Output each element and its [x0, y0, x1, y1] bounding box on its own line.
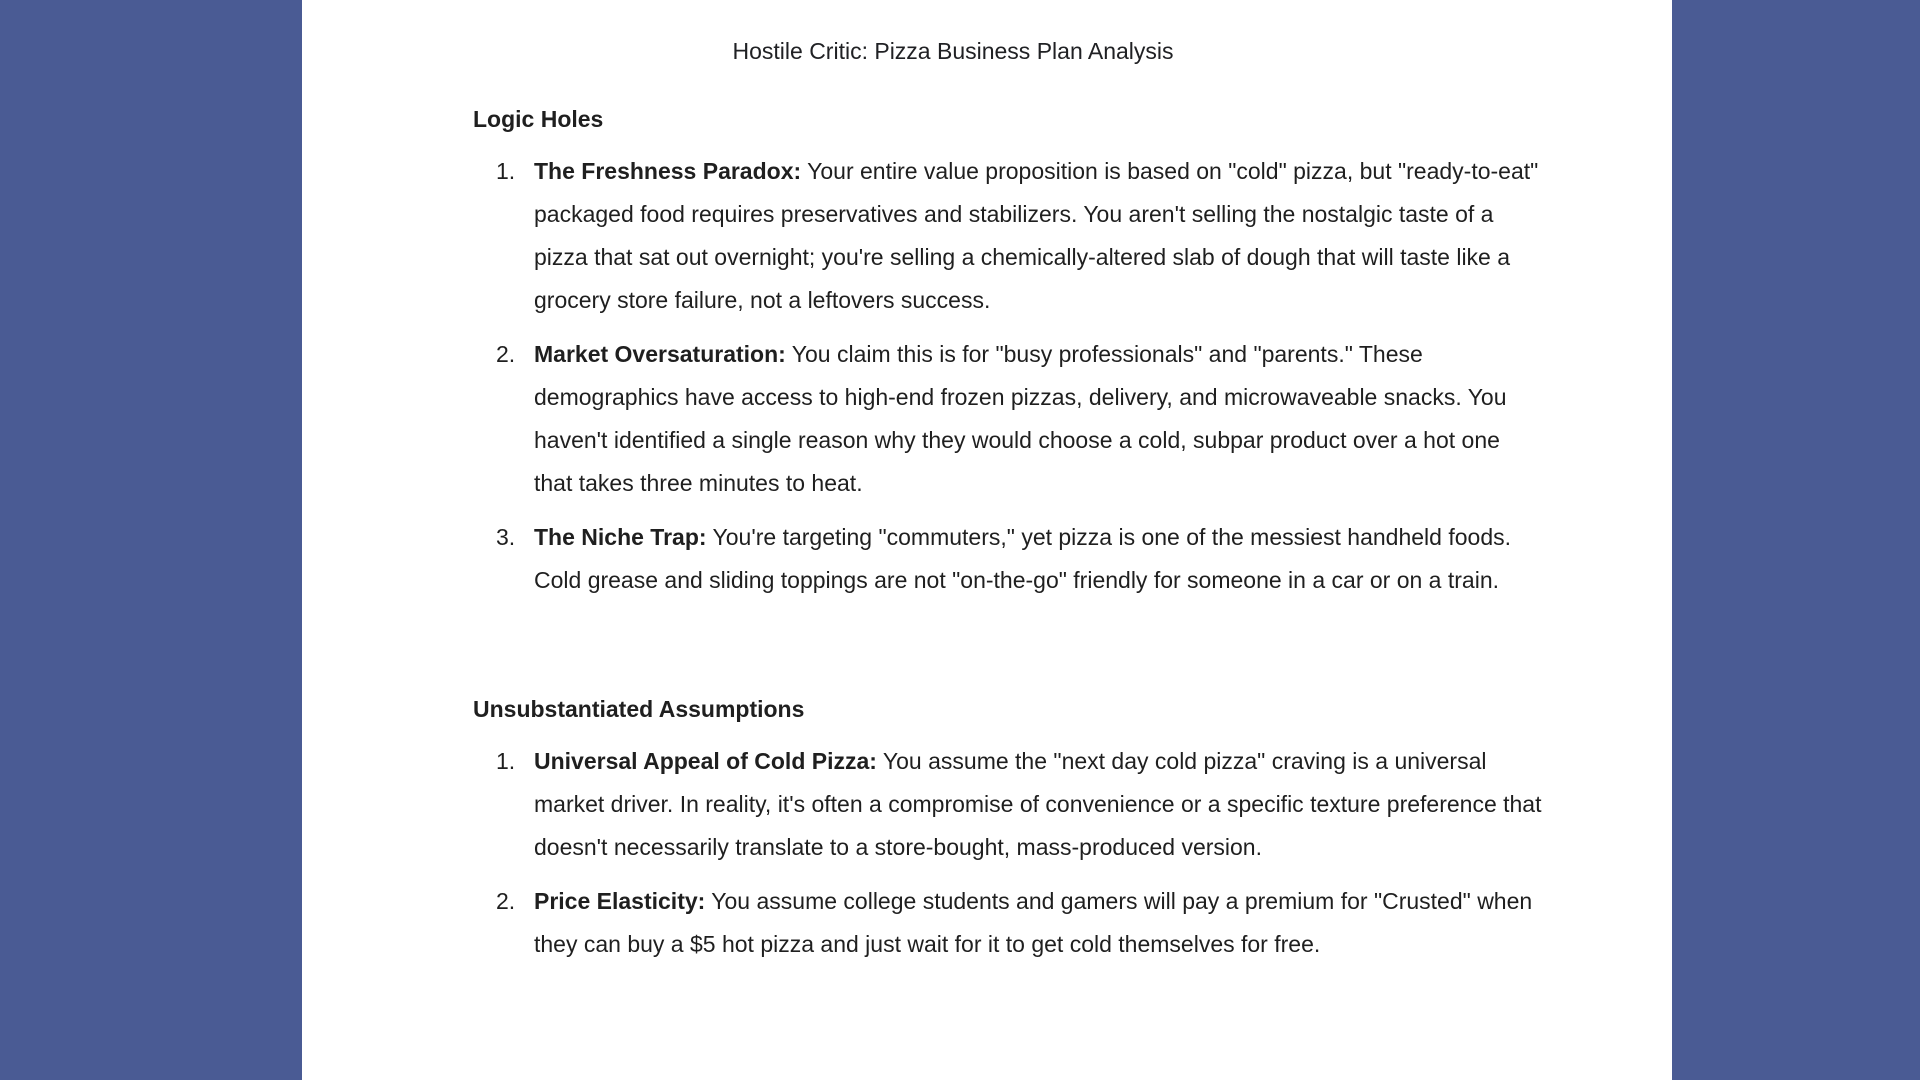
list-item-number: 1. [496, 748, 516, 774]
document-page [302, 0, 1672, 1080]
list-item-text: Your entire value proposition is based on "cold" pizza, but "ready-to-eat" packaged food requires preservatives and stabilizers. You aren't selling the nostalgic taste of a pizza that sat out overnight; you're selling a chemically-altered slab of dough that will taste like a grocery store failure, not a leftovers success. [534, 158, 1539, 313]
list-item [473, 740, 1543, 869]
list-item-label: Universal Appeal of Cold Pizza: [534, 748, 877, 774]
list-item-label: Market Oversaturation: [534, 341, 786, 367]
list-item-label: The Freshness Paradox: [534, 158, 802, 184]
list-item [473, 333, 1543, 505]
list-item [473, 880, 1543, 966]
list-item-label: Price Elasticity: [534, 888, 706, 914]
list-item-number: 2. [496, 888, 516, 914]
logic-holes-list [473, 150, 1543, 613]
page-title: Hostile Critic: Pizza Business Plan Analysis [732, 38, 1174, 64]
list-item [473, 150, 1543, 322]
list-item-number: 1. [496, 158, 516, 184]
list-item [473, 516, 1543, 602]
list-item-text: You're targeting "commuters," yet pizza is one of the messiest handheld foods. Cold grease and sliding toppings are not "on-the-go" friendly for someone in a car or on a train. [534, 524, 1511, 593]
section-heading-unsubstantiated-assumptions: Unsubstantiated Assumptions [473, 696, 805, 722]
assumptions-list [473, 740, 1543, 977]
list-item-label: The Niche Trap: [534, 524, 707, 550]
section-heading-logic-holes: Logic Holes [473, 106, 604, 132]
list-item-text: You assume college students and gamers will pay a premium for "Crusted" when they can buy a $5 hot pizza and just wait for it to get cold themselves for free. [534, 888, 1533, 957]
list-item-text: You claim this is for "busy professionals" and "parents." These demographics have access to high-end frozen pizzas, delivery, and microwaveable snacks. You haven't identified a single reason why they would choose a cold, subpar product over a hot one that takes three minutes to heat. [534, 341, 1507, 496]
list-item-number: 3. [496, 524, 516, 550]
list-item-number: 2. [496, 341, 516, 367]
list-item-text: You assume the "next day cold pizza" craving is a universal market driver. In reality, it's often a compromise of convenience or a specific texture preference that doesn't necessarily translate to a store-bought, mass-produced version. [534, 748, 1542, 860]
